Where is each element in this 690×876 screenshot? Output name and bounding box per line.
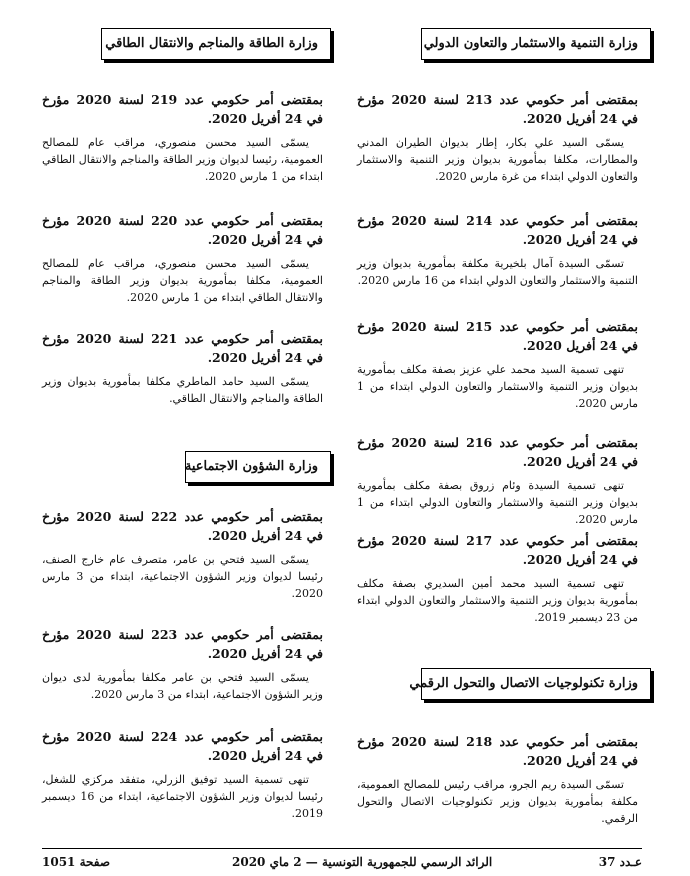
decree-title: بمقتضى أمر حكومي عدد 221 لسنة 2020 مؤرخ في 24 أفريل 2020. [42,331,323,365]
section-title: وزارة التنمية والاستثمار والتعاون الدولي [423,36,638,51]
decree-entry [42,90,323,185]
decree-body: تنهى تسمية السيد محمد أمين السديري بصفة مكلف بمأمورية بديوان وزير التنمية والاستثمار والتعاون الدولي ابتداء من 23 ديسمبر 2019. [357,577,638,624]
page-number: صفحة 1051 [42,855,111,869]
decree-entry [357,531,638,626]
decree-entry [42,507,323,602]
decree-entry [357,732,638,827]
page-footer [42,848,642,869]
decree-title: بمقتضى أمر حكومي عدد 214 لسنة 2020 مؤرخ في 24 أفريل 2020. [357,213,638,247]
journal-title: الرائد الرسمي للجمهورية التونسية — 2 ماي 2020 [232,855,493,869]
decree-title: بمقتضى أمر حكومي عدد 220 لسنة 2020 مؤرخ في 24 أفريل 2020. [42,213,323,247]
decree-title: بمقتضى أمر حكومي عدد 218 لسنة 2020 مؤرخ في 24 أفريل 2020. [357,734,638,768]
decree-title: بمقتضى أمر حكومي عدد 215 لسنة 2020 مؤرخ في 24 أفريل 2020. [357,319,638,353]
decree-title: بمقتضى أمر حكومي عدد 213 لسنة 2020 مؤرخ في 24 أفريل 2020. [357,92,638,126]
decree-body: تسمّى السيدة ريم الجرو، مراقب رئيس للمصالح العمومية، مكلفة بمأمورية بديوان وزير تكنولوجيات الاتصال والتحول الرقمي. [357,778,638,825]
decree-entry [357,90,638,185]
decree-entry [357,317,638,412]
decree-title: بمقتضى أمر حكومي عدد 224 لسنة 2020 مؤرخ في 24 أفريل 2020. [42,729,323,763]
section-header-energy [101,28,331,60]
decree-entry [357,211,638,289]
section-title: وزارة الشؤون الاجتماعية [184,459,318,474]
decree-body: تنهى تسمية السيد محمد علي عزيز بصفة مكلف بمأمورية بديوان وزير التنمية والاستثمار والتعاون الدولي ابتداء من 1 مارس 2020. [357,363,638,410]
decree-title: بمقتضى أمر حكومي عدد 217 لسنة 2020 مؤرخ في 24 أفريل 2020. [357,533,638,567]
decree-title: بمقتضى أمر حكومي عدد 219 لسنة 2020 مؤرخ في 24 أفريل 2020. [42,92,323,126]
decree-entry [357,433,638,528]
issue-number: عـدد 37 [598,855,642,869]
decree-title: بمقتضى أمر حكومي عدد 222 لسنة 2020 مؤرخ في 24 أفريل 2020. [42,509,323,543]
decree-body: تنهى تسمية السيدة وئام زروق بصفة مكلف بمأمورية بديوان وزير التنمية والاستثمار والتعاون الدولي ابتداء من 1 مارس 2020. [357,479,638,526]
decree-body: تسمّى السيدة آمال بلخيرية مكلفة بمأمورية بديوان وزير التنمية والاستثمار والتعاون الدولي ابتداء من 16 مارس 2020. [357,257,638,287]
decree-body: يسمّى السيد حامد الماطري مكلفا بمأمورية بديوان وزير الطاقة والمناجم والانتقال الطاقي. [42,375,323,405]
section-header-digital [409,668,651,700]
section-header-development [421,28,651,60]
decree-entry [42,329,323,407]
decree-entry [42,727,323,822]
decree-title: بمقتضى أمر حكومي عدد 223 لسنة 2020 مؤرخ في 24 أفريل 2020. [42,627,323,661]
decree-title: بمقتضى أمر حكومي عدد 216 لسنة 2020 مؤرخ في 24 أفريل 2020. [357,435,638,469]
decree-body: تنهى تسمية السيد توفيق الزرلي، متفقد مركزي للشغل، رئيسا لديوان وزير الشؤون الاجتماعية، ابتداء من 16 ديسمبر 2019. [42,773,323,820]
section-title: وزارة تكنولوجيات الاتصال والتحول الرقمي [409,676,638,691]
decree-body: يسمّى السيد فتحي بن عامر مكلفا بمأمورية لدى ديوان وزير الشؤون الاجتماعية، ابتداء من 3 مارس 2020. [42,671,323,701]
decree-entry [42,211,323,306]
section-header-social [185,451,331,483]
decree-body: يسمّى السيد علي بكار، إطار بديوان الطيران المدني والمطارات، مكلفا بمأمورية بديوان وزير التنمية والاستثمار والتعاون الدولي ابتداء من غرة مارس 2020. [357,136,638,183]
decree-entry [42,625,323,703]
section-title: وزارة الطاقة والمناجم والانتقال الطاقي [105,36,318,51]
decree-body: يسمّى السيد محسن منصوري، مراقب عام للمصالح العمومية، رئيسا لديوان وزير الطاقة والمناجم والانتقال الطاقي ابتداء من 1 مارس 2020. [42,136,323,183]
decree-body: يسمّى السيد محسن منصوري، مراقب عام للمصالح العمومية، مكلفا بمأمورية بديوان وزير الطاقة والمناجم والانتقال الطاقي ابتداء من 1 مارس 2020. [42,257,323,304]
decree-body: يسمّى السيد فتحي بن عامر، متصرف عام خارج الصنف، رئيسا لديوان وزير الشؤون الاجتماعية، ابتداء من 3 مارس 2020. [42,553,323,600]
